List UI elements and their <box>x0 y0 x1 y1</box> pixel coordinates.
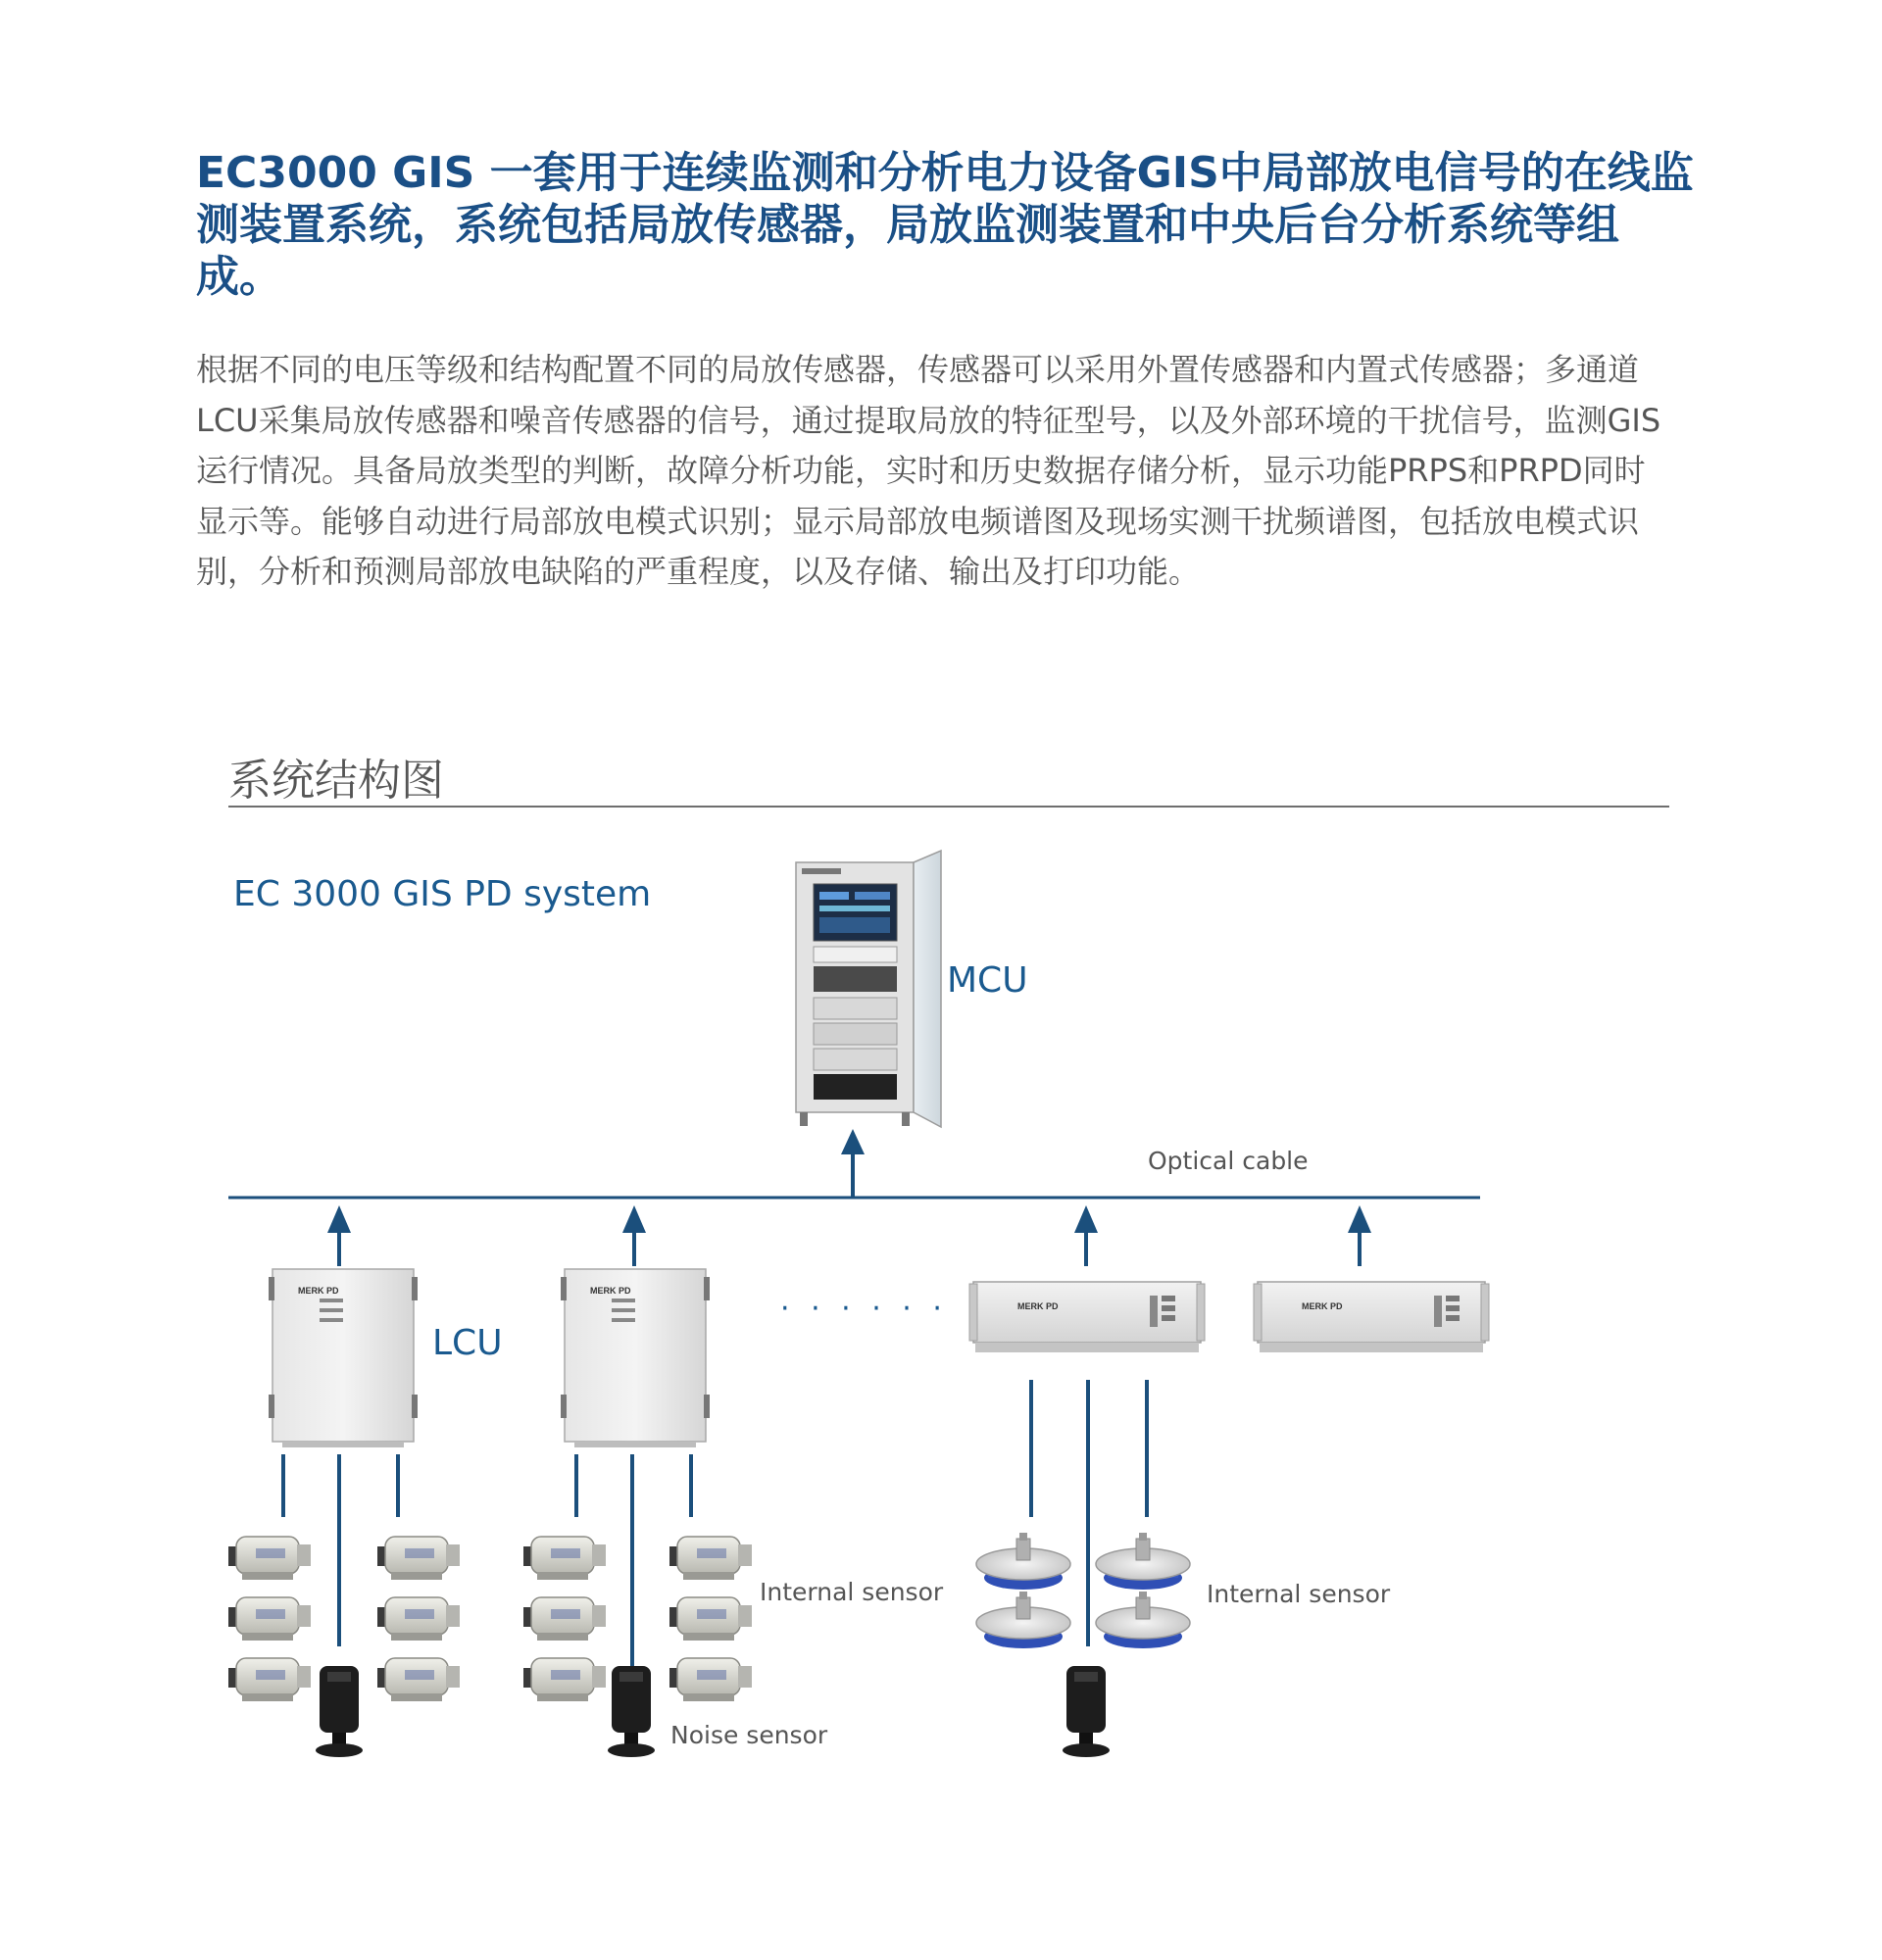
noise-sensor <box>608 1666 655 1757</box>
external-sensor <box>377 1537 460 1580</box>
uplink-arrows <box>327 1205 1371 1266</box>
noise-sensor <box>1063 1666 1110 1757</box>
lcu-unit-2 <box>561 1269 710 1447</box>
external-sensor <box>523 1537 606 1580</box>
lcu-unit-1 <box>269 1269 418 1447</box>
external-sensor <box>523 1658 606 1701</box>
external-sensor <box>228 1537 311 1580</box>
internal-sensor <box>1096 1533 1190 1590</box>
external-sensor <box>669 1537 752 1580</box>
lcu-label: LCU <box>432 1323 503 1363</box>
rack-unit-1 <box>969 1282 1205 1352</box>
external-sensor <box>523 1597 606 1641</box>
external-sensor <box>228 1658 311 1701</box>
mcu-cabinet <box>796 851 941 1127</box>
internal-sensor <box>1096 1592 1190 1648</box>
internal-sensor <box>976 1592 1070 1648</box>
internal-sensor-label: Internal sensor <box>760 1578 944 1606</box>
device-brand: MERK PD <box>298 1286 339 1296</box>
device-brand: MERK PD <box>590 1286 631 1296</box>
optical-cable-label: Optical cable <box>1148 1147 1309 1175</box>
external-sensor <box>228 1597 311 1641</box>
external-sensor <box>377 1658 460 1701</box>
device-brand: MERK PD <box>1302 1301 1343 1311</box>
device-brand: MERK PD <box>1017 1301 1059 1311</box>
ellipsis-indicator: · · · · · · <box>780 1292 948 1326</box>
external-sensor <box>669 1658 752 1701</box>
external-sensor <box>669 1597 752 1641</box>
internal-sensor <box>976 1533 1070 1590</box>
mcu-label: MCU <box>947 960 1028 1001</box>
system-label: EC 3000 GIS PD system <box>233 874 652 914</box>
noise-sensor <box>316 1666 363 1757</box>
intro-paragraph: 根据不同的电压等级和结构配置不同的局放传感器，传感器可以采用外置传感器和内置式传感器；多通道LCU采集局放传感器和噪音传感器的信号，通过提取局放的特征型号，以及外部环境的干扰信号，监测GIS运行情况。具备局放类型的判断，故障分析功能，实时和历史数据存储分析，显示功能PRPS和PRPD同时显示等。能够自动进行局部放电模式识别；显示局部放电频谱图及现场实测干扰频谱图，包括放电模式识别，分析和预测局部放电缺陷的严重程度，以及存储、输出及打印功能。 <box>196 351 1661 590</box>
internal-sensor-label: Internal sensor <box>1207 1580 1391 1608</box>
section-title: 系统结构图 <box>228 756 444 806</box>
noise-sensor-label: Noise sensor <box>670 1721 828 1749</box>
rack-unit-2 <box>1254 1282 1489 1352</box>
headline: EC3000 GIS 一套用于连续监测和分析电力设备GIS中局部放电信号的在线监测装置系统，系统包括局放传感器，局放监测装置和中央后台分析系统等组成。 <box>196 148 1694 302</box>
external-sensor <box>377 1597 460 1641</box>
